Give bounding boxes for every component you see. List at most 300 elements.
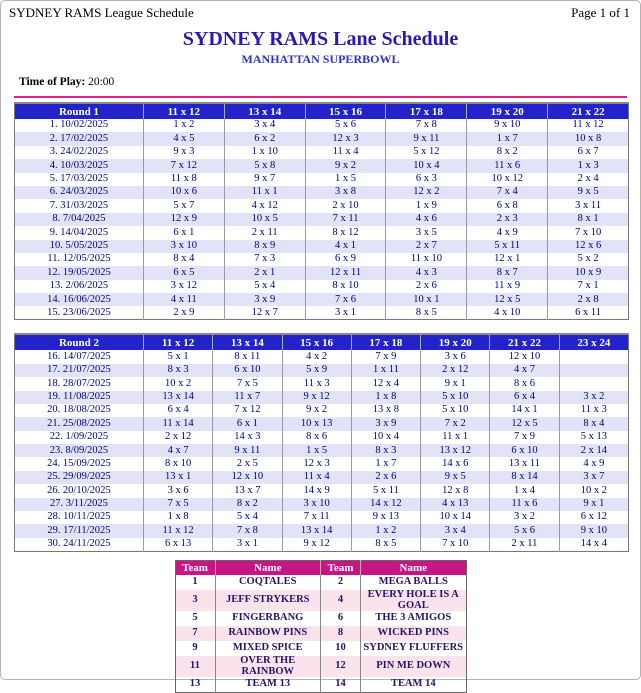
matchup: 5 x 13 [559,431,628,444]
matchup: 7 x 10 [421,538,490,551]
matchup: 2 x 6 [351,471,420,484]
matchup: 3 x 6 [143,484,212,497]
matchup: 11 x 1 [224,186,305,199]
team-row [175,575,466,590]
matchup: 7 x 5 [143,498,212,511]
schedule-row [15,511,629,524]
game-date: 1. 10/02/2025 [49,119,109,131]
schedule-row [15,377,629,390]
team-name: SYDNEY FLUFFERS [361,641,467,656]
pink-divider [14,96,627,98]
matchup: 7 x 11 [305,213,386,226]
schedule-row [15,159,629,172]
matchup: 1 x 9 [386,199,467,212]
game-date: 20. 18/08/2025 [47,404,111,416]
matchup: 5 x 12 [386,146,467,159]
matchup: 12 x 5 [467,293,548,306]
matchup: 2 x 9 [143,306,224,319]
matchup: 6 x 12 [559,511,628,524]
matchup: 11 x 12 [143,524,212,537]
schedule-row [15,404,629,417]
matchup: 1 x 7 [351,457,420,470]
lane-header: 15 x 16 [282,334,351,350]
matchup: 13 x 8 [351,404,420,417]
matchup: 12 x 8 [421,484,490,497]
game-date: 12. 19/05/2025 [47,266,111,278]
time-of-play-value: 20:00 [88,76,115,88]
matchup: 12 x 5 [490,417,559,430]
lane-header: 13 x 14 [213,334,282,350]
matchup: 14 x 4 [559,538,628,551]
schedule-row [15,173,629,186]
matchup: 2 x 6 [386,280,467,293]
matchup: 10 x 9 [548,266,629,279]
matchup: 5 x 10 [421,391,490,404]
matchup: 1 x 11 [351,364,420,377]
schedule-row [15,524,629,537]
game-date: 27. 3/11/2025 [49,498,108,510]
matchup: 6 x 5 [143,266,224,279]
team-name: MIXED SPICE [215,641,321,656]
schedule-row [15,417,629,430]
matchup: 8 x 6 [490,377,559,390]
matchup: 14 x 12 [351,498,420,511]
matchup: 8 x 10 [143,457,212,470]
matchup: 9 x 10 [559,524,628,537]
matchup: 12 x 11 [305,266,386,279]
team-number: 14 [321,677,361,692]
lane-header: 23 x 24 [559,334,628,350]
matchup: 7 x 2 [421,417,490,430]
matchup: 10 x 4 [386,159,467,172]
matchup: 2 x 4 [548,173,629,186]
matchup: 5 x 4 [224,280,305,293]
matchup: 2 x 7 [386,240,467,253]
matchup: 9 x 3 [143,146,224,159]
matchup: 8 x 11 [213,350,282,363]
matchup: 2 x 11 [490,538,559,551]
schedule-row [15,280,629,293]
matchup: 5 x 8 [224,159,305,172]
matchup: 12 x 7 [224,306,305,319]
matchup: 4 x 5 [143,132,224,145]
matchup: 8 x 4 [559,417,628,430]
team-number: 3 [192,594,198,606]
page-number: Page 1 of 1 [571,5,630,20]
matchup: 3 x 11 [548,199,629,212]
matchup: 6 x 4 [143,404,212,417]
game-date: 30. 24/11/2025 [47,538,111,550]
teams-table [175,560,467,693]
schedule-row [15,457,629,470]
matchup: 11 x 3 [282,377,351,390]
matchup: 2 x 8 [548,293,629,306]
matchup: 2 x 5 [213,457,282,470]
game-date: 2. 17/02/2025 [49,132,109,144]
matchup: 1 x 2 [351,524,420,537]
matchup: 8 x 1 [548,213,629,226]
matchup: 8 x 4 [143,253,224,266]
matchup: 12 x 4 [351,377,420,390]
lane-header: 17 x 18 [386,103,467,119]
matchup: 4 x 2 [282,350,351,363]
team-row [175,590,466,611]
teams-header-row [175,560,466,575]
matchup: 13 x 7 [213,484,282,497]
team-name: RAINBOW PINS [215,626,321,641]
matchup: 10 x 12 [467,173,548,186]
matchup: 11 x 1 [421,431,490,444]
teams-column-header: Team [175,560,215,575]
matchup: 11 x 14 [143,417,212,430]
matchup: 3 x 12 [143,280,224,293]
matchup: 11 x 4 [282,471,351,484]
matchup: 13 x 14 [143,391,212,404]
lane-header: 19 x 20 [467,103,548,119]
matchup: 8 x 10 [305,280,386,293]
schedule-row [15,186,629,199]
round2-body [15,350,629,551]
matchup: 7 x 12 [213,404,282,417]
team-row [175,626,466,641]
matchup: 7 x 12 [143,159,224,172]
matchup: 3 x 7 [559,471,628,484]
document-title: SYDNEY RAMS League Schedule [9,5,194,20]
matchup: 10 x 1 [386,293,467,306]
schedule-row [15,538,629,551]
round1-header-row [15,103,629,119]
team-number: 6 [321,611,361,626]
lane-header: 11 x 12 [143,334,212,350]
matchup: 6 x 8 [467,199,548,212]
game-date: 10. 5/05/2025 [49,239,109,251]
matchup: 12 x 10 [490,350,559,363]
teams-body [175,575,466,692]
matchup: 9 x 10 [467,119,548,132]
matchup: 8 x 3 [143,364,212,377]
matchup: 10 x 2 [143,377,212,390]
matchup: 7 x 4 [467,186,548,199]
matchup: 11 x 7 [213,391,282,404]
matchup: 6 x 1 [143,226,224,239]
teams-column-header: Name [361,560,467,575]
matchup: 3 x 5 [386,226,467,239]
matchup: 3 x 10 [143,240,224,253]
matchup: 8 x 2 [467,146,548,159]
time-of-play-label: Time of Play: [19,76,86,88]
matchup: 9 x 7 [224,173,305,186]
game-date: 3. 24/02/2025 [49,146,109,158]
team-number: 5 [192,612,198,624]
game-date: 21. 25/08/2025 [47,417,111,429]
matchup: 12 x 3 [282,457,351,470]
matchup: 2 x 14 [559,444,628,457]
matchup: 14 x 3 [213,431,282,444]
matchup: 1 x 10 [224,146,305,159]
matchup: 11 x 9 [467,280,548,293]
matchup: 5 x 6 [305,119,386,132]
matchup: 13 x 11 [490,457,559,470]
game-date: 8. 7/04/2025 [52,213,106,225]
team-name: THE 3 AMIGOS [361,611,467,626]
schedule-row [15,498,629,511]
schedule-row [15,266,629,279]
matchup: 2 x 10 [305,199,386,212]
matchup: 10 x 13 [282,417,351,430]
matchup: 3 x 10 [282,498,351,511]
matchup: 10 x 4 [351,431,420,444]
matchup: 6 x 10 [213,364,282,377]
matchup: 8 x 7 [467,266,548,279]
game-date: 26. 20/10/2025 [47,484,111,496]
team-number: 7 [192,627,198,639]
game-date: 17. 21/07/2025 [47,364,111,376]
game-date: 29. 17/11/2025 [47,524,111,536]
matchup: 5 x 7 [143,199,224,212]
game-date: 9. 14/04/2025 [49,226,109,238]
game-date: 16. 14/07/2025 [47,350,111,362]
schedule-row [15,240,629,253]
game-date: 28. 10/11/2025 [47,511,111,523]
matchup: 7 x 8 [386,119,467,132]
matchup: 1 x 8 [351,391,420,404]
schedule-row [15,391,629,404]
game-date: 4. 10/03/2025 [49,159,109,171]
game-date: 11. 12/05/2025 [47,253,111,265]
schedule-row [15,350,629,363]
matchup: 5 x 1 [143,350,212,363]
team-name: OVER THE RAINBOW [215,656,321,677]
matchup: 6 x 2 [224,132,305,145]
team-name: JEFF STRYKERS [215,590,321,611]
matchup: 6 x 3 [386,173,467,186]
matchup: 13 x 12 [421,444,490,457]
game-date: 22. 1/09/2025 [49,431,109,443]
matchup [559,364,628,377]
schedule-row [15,306,629,319]
matchup: 11 x 3 [559,404,628,417]
matchup: 9 x 11 [386,132,467,145]
matchup: 2 x 1 [224,266,305,279]
matchup: 4 x 7 [490,364,559,377]
matchup: 3 x 1 [305,306,386,319]
matchup: 12 x 6 [548,240,629,253]
matchup: 11 x 10 [386,253,467,266]
teams-column-header: Name [215,560,321,575]
matchup: 10 x 14 [421,511,490,524]
matchup: 13 x 14 [282,524,351,537]
team-number: 13 [189,678,201,690]
matchup: 4 x 10 [467,306,548,319]
matchup: 11 x 12 [548,119,629,132]
team-row [175,656,466,677]
matchup: 10 x 5 [224,213,305,226]
matchup: 1 x 3 [548,159,629,172]
matchup: 3 x 8 [305,186,386,199]
team-name: EVERY HOLE IS A GOAL [361,590,467,611]
matchup: 5 x 9 [282,364,351,377]
game-date: 13. 2/06/2025 [49,280,109,292]
matchup: 6 x 7 [548,146,629,159]
matchup: 8 x 12 [305,226,386,239]
matchup: 1 x 5 [305,173,386,186]
matchup: 3 x 4 [421,524,490,537]
matchup: 3 x 1 [213,538,282,551]
team-row [175,611,466,626]
matchup: 10 x 2 [559,484,628,497]
team-number: 1 [192,576,198,588]
matchup: 8 x 3 [351,444,420,457]
matchup: 9 x 2 [305,159,386,172]
matchup: 5 x 11 [467,240,548,253]
matchup: 1 x 8 [143,511,212,524]
matchup: 7 x 5 [213,377,282,390]
matchup: 8 x 5 [386,306,467,319]
matchup: 12 x 10 [213,471,282,484]
team-number: 8 [321,626,361,641]
schedule-row [15,132,629,145]
team-name: COQTALES [215,575,321,590]
matchup: 5 x 11 [351,484,420,497]
matchup: 3 x 2 [490,511,559,524]
round-title-cell: Round 1 [15,103,144,119]
matchup: 4 x 9 [559,457,628,470]
game-date: 19. 11/08/2025 [47,390,111,402]
game-date: 24. 15/09/2025 [47,457,111,469]
matchup: 9 x 5 [421,471,490,484]
matchup: 6 x 4 [490,391,559,404]
matchup: 1 x 2 [143,119,224,132]
round2-table [14,333,629,551]
matchup: 5 x 10 [421,404,490,417]
teams-column-header: Team [321,560,361,575]
matchup: 14 x 6 [421,457,490,470]
schedule-row [15,364,629,377]
matchup: 1 x 7 [467,132,548,145]
matchup: 10 x 8 [548,132,629,145]
round2-header-row [15,334,629,350]
matchup: 7 x 10 [548,226,629,239]
team-number: 2 [321,575,361,590]
team-name: TEAM 14 [361,677,467,692]
schedule-row [15,444,629,457]
matchup: 9 x 1 [421,377,490,390]
matchup: 7 x 11 [282,511,351,524]
matchup: 12 x 9 [143,213,224,226]
matchup: 9 x 12 [282,391,351,404]
schedule-row [15,146,629,159]
schedule-row [15,199,629,212]
matchup: 13 x 1 [143,471,212,484]
matchup: 8 x 5 [351,538,420,551]
lane-header: 21 x 22 [548,103,629,119]
matchup: 7 x 9 [490,431,559,444]
page-header [1,1,640,21]
matchup: 3 x 9 [351,417,420,430]
matchup: 6 x 1 [213,417,282,430]
game-date: 14. 16/06/2025 [47,293,111,305]
game-date: 23. 8/09/2025 [49,444,109,456]
team-name: TEAM 13 [215,677,321,692]
game-date: 15. 23/06/2025 [47,306,111,318]
matchup: 14 x 1 [490,404,559,417]
team-name: MEGA BALLS [361,575,467,590]
matchup: 3 x 9 [224,293,305,306]
matchup: 5 x 6 [490,524,559,537]
matchup: 9 x 5 [548,186,629,199]
schedule-row [15,471,629,484]
lane-header: 17 x 18 [351,334,420,350]
matchup: 8 x 6 [282,431,351,444]
matchup: 4 x 6 [386,213,467,226]
schedule-row [15,431,629,444]
matchup: 2 x 3 [467,213,548,226]
matchup: 7 x 6 [305,293,386,306]
matchup: 2 x 12 [143,431,212,444]
matchup: 12 x 2 [386,186,467,199]
matchup: 9 x 12 [282,538,351,551]
matchup: 6 x 11 [548,306,629,319]
matchup: 7 x 9 [351,350,420,363]
matchup: 10 x 6 [143,186,224,199]
matchup: 8 x 2 [213,498,282,511]
team-number: 4 [321,590,361,611]
matchup: 4 x 1 [305,240,386,253]
matchup: 11 x 6 [467,159,548,172]
game-date: 7. 31/03/2025 [49,199,109,211]
matchup: 11 x 4 [305,146,386,159]
matchup: 12 x 1 [467,253,548,266]
team-name: PIN ME DOWN [361,656,467,677]
matchup: 4 x 12 [224,199,305,212]
matchup: 9 x 2 [282,404,351,417]
matchup [559,377,628,390]
matchup: 1 x 4 [490,484,559,497]
schedule-row [15,213,629,226]
matchup: 8 x 9 [224,240,305,253]
matchup: 2 x 12 [421,364,490,377]
matchup: 11 x 8 [143,173,224,186]
matchup: 9 x 11 [213,444,282,457]
team-number: 9 [192,642,198,654]
matchup: 7 x 1 [548,280,629,293]
game-date: 18. 28/07/2025 [47,377,111,389]
matchup: 4 x 9 [467,226,548,239]
matchup: 9 x 1 [559,498,628,511]
matchup: 6 x 10 [490,444,559,457]
matchup: 6 x 13 [143,538,212,551]
lane-header: 15 x 16 [305,103,386,119]
matchup: 3 x 4 [224,119,305,132]
lane-header: 13 x 14 [224,103,305,119]
matchup: 2 x 11 [224,226,305,239]
team-number: 10 [321,641,361,656]
game-date: 5. 17/03/2025 [49,173,109,184]
schedule-row [15,119,629,132]
matchup: 4 x 7 [143,444,212,457]
team-name: WICKED PINS [361,626,467,641]
matchup: 9 x 13 [351,511,420,524]
team-number: 11 [190,660,200,672]
matchup: 7 x 3 [224,253,305,266]
round-title-cell: Round 2 [15,334,144,350]
team-number: 12 [321,656,361,677]
matchup: 4 x 13 [421,498,490,511]
matchup [559,350,628,363]
matchup: 12 x 3 [305,132,386,145]
matchup: 4 x 11 [143,293,224,306]
matchup: 5 x 2 [548,253,629,266]
